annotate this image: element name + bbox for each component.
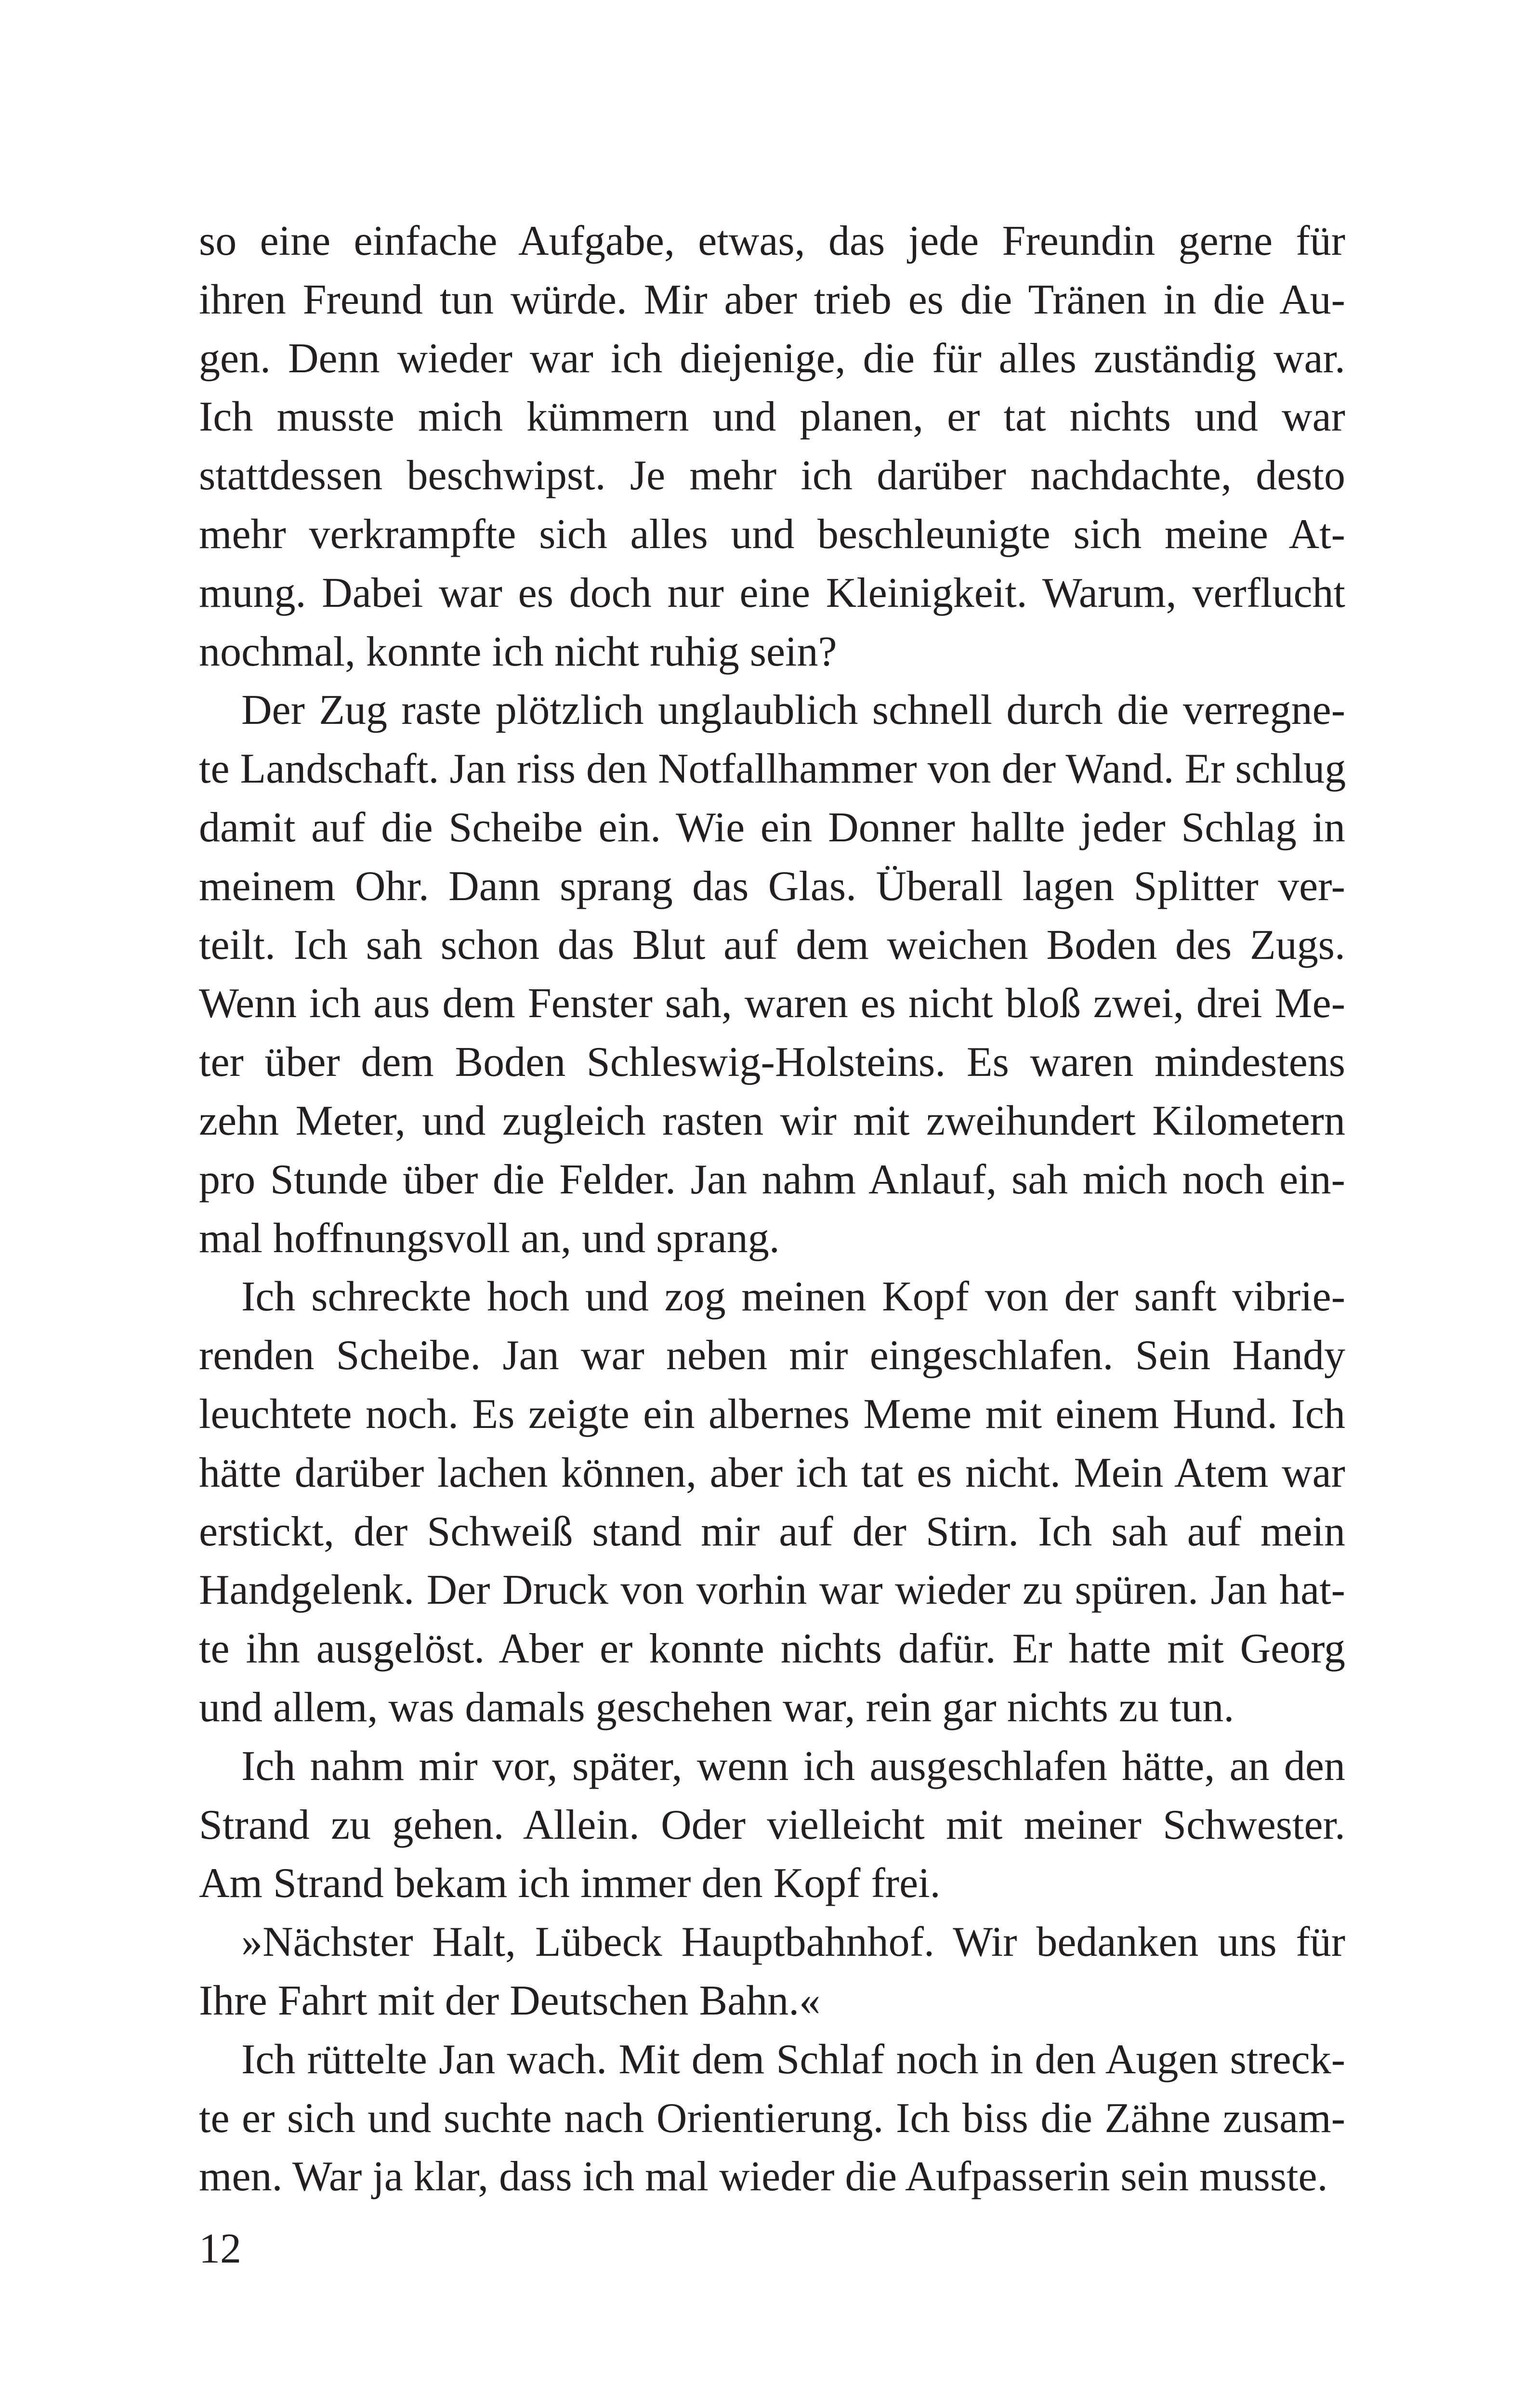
text-line: te er sich und suchte nach Orientierung. Ich biss die Zähne zusam- [199, 2094, 1345, 2142]
text-line: mung. Dabei war es doch nur eine Kleinigkeit. Warum, verflucht [199, 569, 1345, 616]
text-line: Der Zug raste plötzlich unglaublich schnell durch die verregne- [199, 687, 1345, 734]
text-line: Am Strand bekam ich immer den Kopf frei. [199, 1860, 941, 1907]
text-line: men. War ja klar, dass ich mal wieder die Aufpasserin sein musste. [199, 2153, 1328, 2200]
text-line: Ich musste mich kümmern und planen, er tat nichts und war [199, 393, 1345, 441]
text-line: renden Scheibe. Jan war neben mir eingeschlafen. Sein Handy [199, 1332, 1345, 1379]
text-line: te ihn ausgelöst. Aber er konnte nichts dafür. Er hatte mit Georg [199, 1625, 1345, 1673]
text-line: stattdessen beschwipst. Je mehr ich darüber nachdachte, desto [199, 452, 1345, 499]
text-line: mal hoffnungsvoll an, und sprang. [199, 1215, 780, 1262]
text-line: so eine einfache Aufgabe, etwas, das jede Freundin gerne für [199, 218, 1345, 264]
text-line: Ich nahm mir vor, später, wenn ich ausgeschlafen hätte, an den [199, 1742, 1345, 1790]
text-line: leuchtete noch. Es zeigte ein albernes Meme mit einem Hund. Ich [199, 1390, 1345, 1438]
text-line: Ich schreckte hoch und zog meinen Kopf von der sanft vibrie- [199, 1273, 1345, 1321]
text-line: nochmal, konnte ich nicht ruhig sein? [199, 628, 837, 675]
text-line: ihren Freund tun würde. Mir aber trieb es die Tränen in die Au- [199, 276, 1345, 323]
text-line: Strand zu gehen. Allein. Oder vielleicht mit meiner Schwester. [199, 1801, 1345, 1848]
text-line: hätte darüber lachen können, aber ich tat es nicht. Mein Atem war [199, 1449, 1345, 1496]
text-line: Wenn ich aus dem Fenster sah, waren es nicht bloß zwei, drei Me- [199, 980, 1345, 1027]
body-text [199, 212, 1345, 2206]
text-line: pro Stunde über die Felder. Jan nahm Anlauf, sah mich noch ein- [199, 1156, 1345, 1203]
text-line: meinem Ohr. Dann sprang das Glas. Überall lagen Splitter ver- [199, 863, 1345, 910]
text-line: Handgelenk. Der Druck von vorhin war wieder zu spüren. Jan hat- [199, 1567, 1345, 1614]
text-line: Ihre Fahrt mit der Deutschen Bahn.« [199, 1977, 821, 2024]
text-line: zehn Meter, und zugleich rasten wir mit zweihundert Kilometern [199, 1097, 1345, 1144]
text-line: und allem, was damals geschehen war, rein gar nichts zu tun. [199, 1684, 1234, 1731]
text-line: teilt. Ich sah schon das Blut auf dem weichen Boden des Zugs. [199, 921, 1345, 968]
page-number: 12 [199, 2225, 241, 2272]
text-line: erstickt, der Schweiß stand mir auf der Stirn. Ich sah auf mein [199, 1508, 1345, 1555]
text-line: te Landschaft. Jan riss den Notfallhammer von der Wand. Er schlug [199, 746, 1346, 793]
text-line: gen. Denn wieder war ich diejenige, die für alles zuständig war. [199, 335, 1345, 382]
text-line: Ich rüttelte Jan wach. Mit dem Schlaf noch in den Augen streck- [199, 2036, 1345, 2083]
text-line: mehr verkrampfte sich alles und beschleunigte sich meine At- [199, 510, 1345, 558]
text-line: ter über dem Boden Schleswig-Holsteins. Es waren mindestens [199, 1039, 1345, 1086]
text-line: damit auf die Scheibe ein. Wie ein Donner hallte jeder Schlag in [199, 804, 1345, 851]
text-line: »Nächster Halt, Lübeck Hauptbahnhof. Wir bedanken uns für [199, 1919, 1345, 1966]
